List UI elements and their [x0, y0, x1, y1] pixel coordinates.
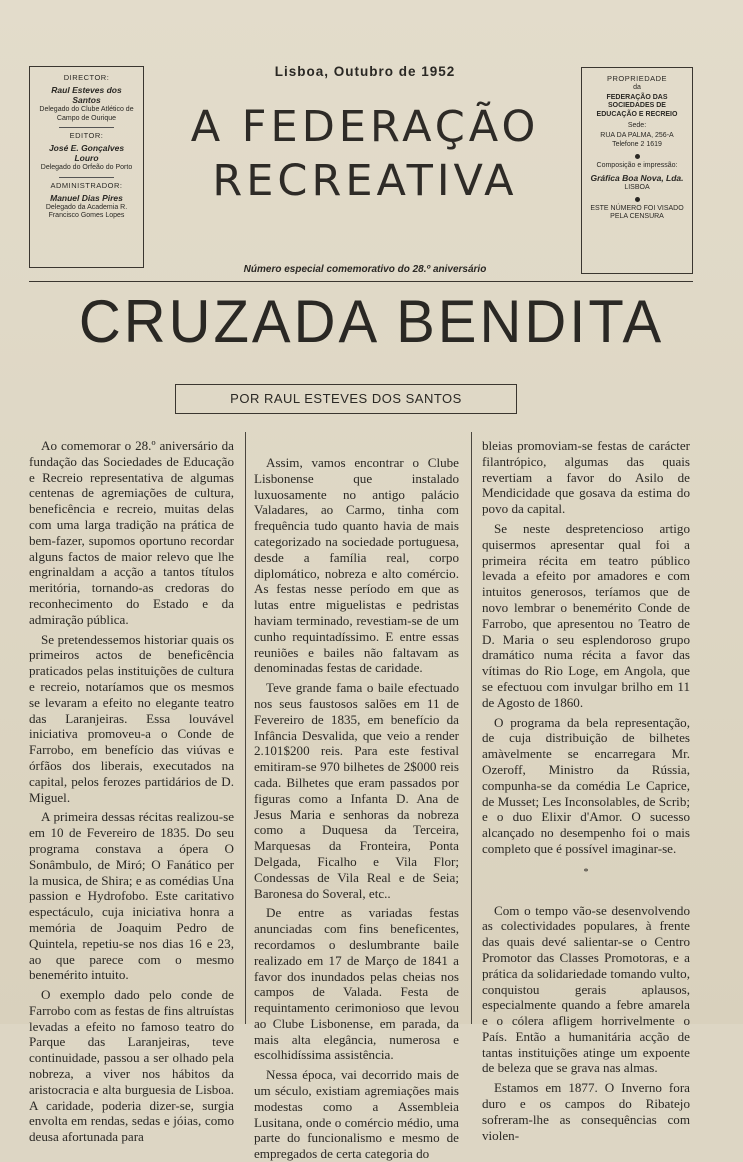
column-divider: [245, 432, 246, 1024]
paragraph: De entre as variadas festas anunciadas com fins beneficentes, recordamos o deslumbrante baile realizado em 17 de Março de 1841 a favor dos inundados pelas cheias nos campos de Valada. Festa de requintamento cerimonioso que levou ao Clube Lisbonense, em parada, da mais alta elegância, numerosa e escolhidíssima assistência.: [254, 905, 459, 1063]
byline: POR RAUL ESTEVES DOS SANTOS: [175, 384, 517, 414]
article-title: CRUZADA BENDITA: [78, 287, 665, 356]
property-label: PROPRIEDADE: [606, 74, 668, 83]
column-divider: [471, 432, 472, 1024]
sede-address: RUA DA PALMA, 256-A: [600, 131, 674, 139]
paragraph: Se pretendessemos historiar quais os primeiros actos de beneficência praticados pelas instituições de cultura e recreio, notaríamos que os mesmos se levaram a efeito no elegante teatro das Laranjeiras. Essa louvável iniciativa promoveu-a o Conde de Farrobo, em benefício das viúvas e órfãos dos liberais, executados na capital, pelos ferozes partidários de D. Miguel.: [29, 631, 234, 805]
article-column-2: [254, 455, 459, 1162]
bullet-dot: [635, 154, 640, 159]
paragraph: Com o tempo vão-se desenvolvendo as colectividades populares, à frente das quais devé salientar-se o Centro Promotor das Classes Promotoras, e a prática da solidariedade tomando vulto, conquistou gerais aplausos, especialmente quando a febre amarela e o cólera afligem horrivelmente o País. Então a humanitária acção de tantas instituições atinge um expoente de beleza que se grava nas almas.: [482, 902, 690, 1076]
paragraph: Teve grande fama o baile efectuado nos seus faustosos salões em 11 de Fevereiro de 1835, em benefício da Infância Desvalida, que veio a render 2.101$200 reis. Para este festival emitiram-se 970 bilhetes de 2$000 reis cada. Bilhetes que eram passados por figuras como a Infanta D. Ana de Jesus Maria e senhoras da nobreza como a Duquesa da Terceira, Marquesas da Fronteira, Ponta Delgada, Ficalho e Vila Flor; Condessas de Vila Real e de Seia; Baronesa do Soveral, etc..: [254, 680, 459, 901]
sede-label: Sede:: [627, 122, 647, 129]
bullet-dot: [635, 197, 640, 202]
paragraph: bleias promoviam-se festas de carácter filantrópico, algumas das quais revertiam a favor do Asilo de Mendicidade que gosava da estima do povo da capital.: [482, 438, 690, 517]
editor-label: EDITOR:: [69, 131, 104, 140]
paragraph: Estamos em 1877. O Inverno fora duro e os campos do Ribatejo sofreram-lhe as consequências com violen-: [482, 1080, 690, 1143]
paragraph: Assim, vamos encontrar o Clube Lisbonense que instalado luxuosamente no antigo palácio Valadares, ao Carmo, tinha com frequência tudo quanto havia de mais categorizado na sociedade portuguesa, desde a família real, corpo diplomático, nobreza e alto comércio. As festas nesse período em que as lutas entre miguelistas e pedristas haviam terminado, revestiam-se de um cunho requintadíssimo. E entre essas reuniões e bailes não faltavam as denominadas festas de caridade.: [254, 455, 459, 676]
masthead: [150, 100, 580, 208]
staff-separator: [59, 177, 114, 178]
section-star: *: [583, 866, 589, 878]
masthead-line-2: RECREATIVA: [212, 156, 518, 206]
paragraph: A primeira dessas récitas realizou-se em 10 de Fevereiro de 1835. Do seu programa constava a ópera O Sonâmbulo, de Miró; O Fanático per la musica, de Shira; e as comédias Una passion e Hydrofobo. Este caritativo espectáculo, cuja iniciativa honra a memória de Joaquim Pedro de Quintela, repetiu-se nos dias 16 e 23, ao que parece com o mesmo benemérito intuito.: [29, 809, 234, 983]
paragraph: O programa da bela representação, de cuja distribuição de bilhetes amàvelmente se encarregara Mr. Ozeroff, Ministro da Rússia, compunha-se da comédia Le Caprice, de Musset; Les Inconsolables, de Scrib; e o duo Elixir d'Amor. O sucesso alcançado no desempenho foi o mais completo que é possível imaginar-se.: [482, 714, 691, 856]
paragraph: Nessa época, vai decorrido mais de um século, existiam agremiações mais modestas como a Assembleia Lusitana, onde o comércio médio, uma parte do funcionalismo e mesmo de empregados de certa categoria do: [254, 1067, 459, 1162]
property-da: da: [633, 84, 641, 91]
editor-name: José E. Gonçalves Louro: [48, 143, 125, 163]
staff-box: [29, 66, 144, 268]
sede-phone: Telefone 2 1619: [612, 141, 662, 148]
printer-city: LISBOA: [624, 184, 650, 191]
special-edition-note: Número especial comemorativo do 28.º aniversário: [243, 264, 487, 275]
masthead-line-1: A FEDERAÇÃO: [190, 102, 540, 152]
header-rule: [29, 281, 693, 282]
paragraph: Ao comemorar o 28.º aniversário da fundação das Sociedades de Educação e Recreio representativa de algumas centenas de agremiações de cultura, beneficência e recreio, muitas delas com uma larga tradição na prática de bem-fazer, supomos oportuno recordar alguns factos de maior relevo que lhe engrinaldam a acção a tantos títulos meritória, tornando-as credoras do reconhecimento do Estado e da admiração pública.: [29, 438, 234, 627]
admin-desc: Delegado da Academia R. Francisco Gomes Lopes: [45, 203, 128, 219]
printer-name: Gráfica Boa Nova, Lda.: [590, 173, 684, 183]
staff-separator: [59, 127, 114, 128]
paragraph: O exemplo dado pelo conde de Farrobo com as festas de fins altruístas levadas a efeito no famoso teatro do Parque das Laranjeiras, teve continuidade, passou a ser olhado pela nobreza, a viver nos hábitos da aristocracia e alta burguesia de Lisboa. A caridade, poderia dizer-se, surgia envolta em rendas, sedas e jóias, como deusa afortunada para: [29, 987, 234, 1145]
director-label: DIRECTOR:: [63, 73, 110, 82]
property-name: FEDERAÇÃO DAS SOCIEDADES DE EDUCAÇÃO E RECREIO: [596, 93, 678, 118]
publisher-box: [581, 67, 693, 274]
article-column-1: [29, 438, 234, 1145]
paragraph: Se neste despretencioso artigo quisermos apresentar qual foi a primeira récita em teatro público levada a efeito por amadores e com intuitos generosos, teríamos que de novo lembrar o benemérito Conde de Farrobo, que apresentou no Teatro de D. Maria o seu esplendoroso grupo dramático numa récita a favor das vítimas do Rio Loge, em Angola, que se efectuou com invulgar brilho em 11 de Agosto de 1860.: [482, 520, 690, 710]
dateline: Lisboa, Outubro de 1952: [274, 64, 456, 79]
admin-name: Manuel Dias Pires: [50, 192, 123, 203]
director-desc: Delegado do Clube Atlético de Campo de Ourique: [39, 106, 134, 122]
editor-desc: Delegado do Orfeão do Porto: [40, 164, 133, 171]
admin-label: ADMINISTRADOR:: [50, 180, 123, 190]
director-name: Raul Esteves dos Santos: [51, 85, 122, 105]
composition-label: Composição e impressão:: [596, 161, 678, 169]
article-column-3: [482, 438, 690, 1143]
censorship-note: ESTE NÚMERO FOI VISADO PELA CENSURA: [590, 204, 684, 220]
